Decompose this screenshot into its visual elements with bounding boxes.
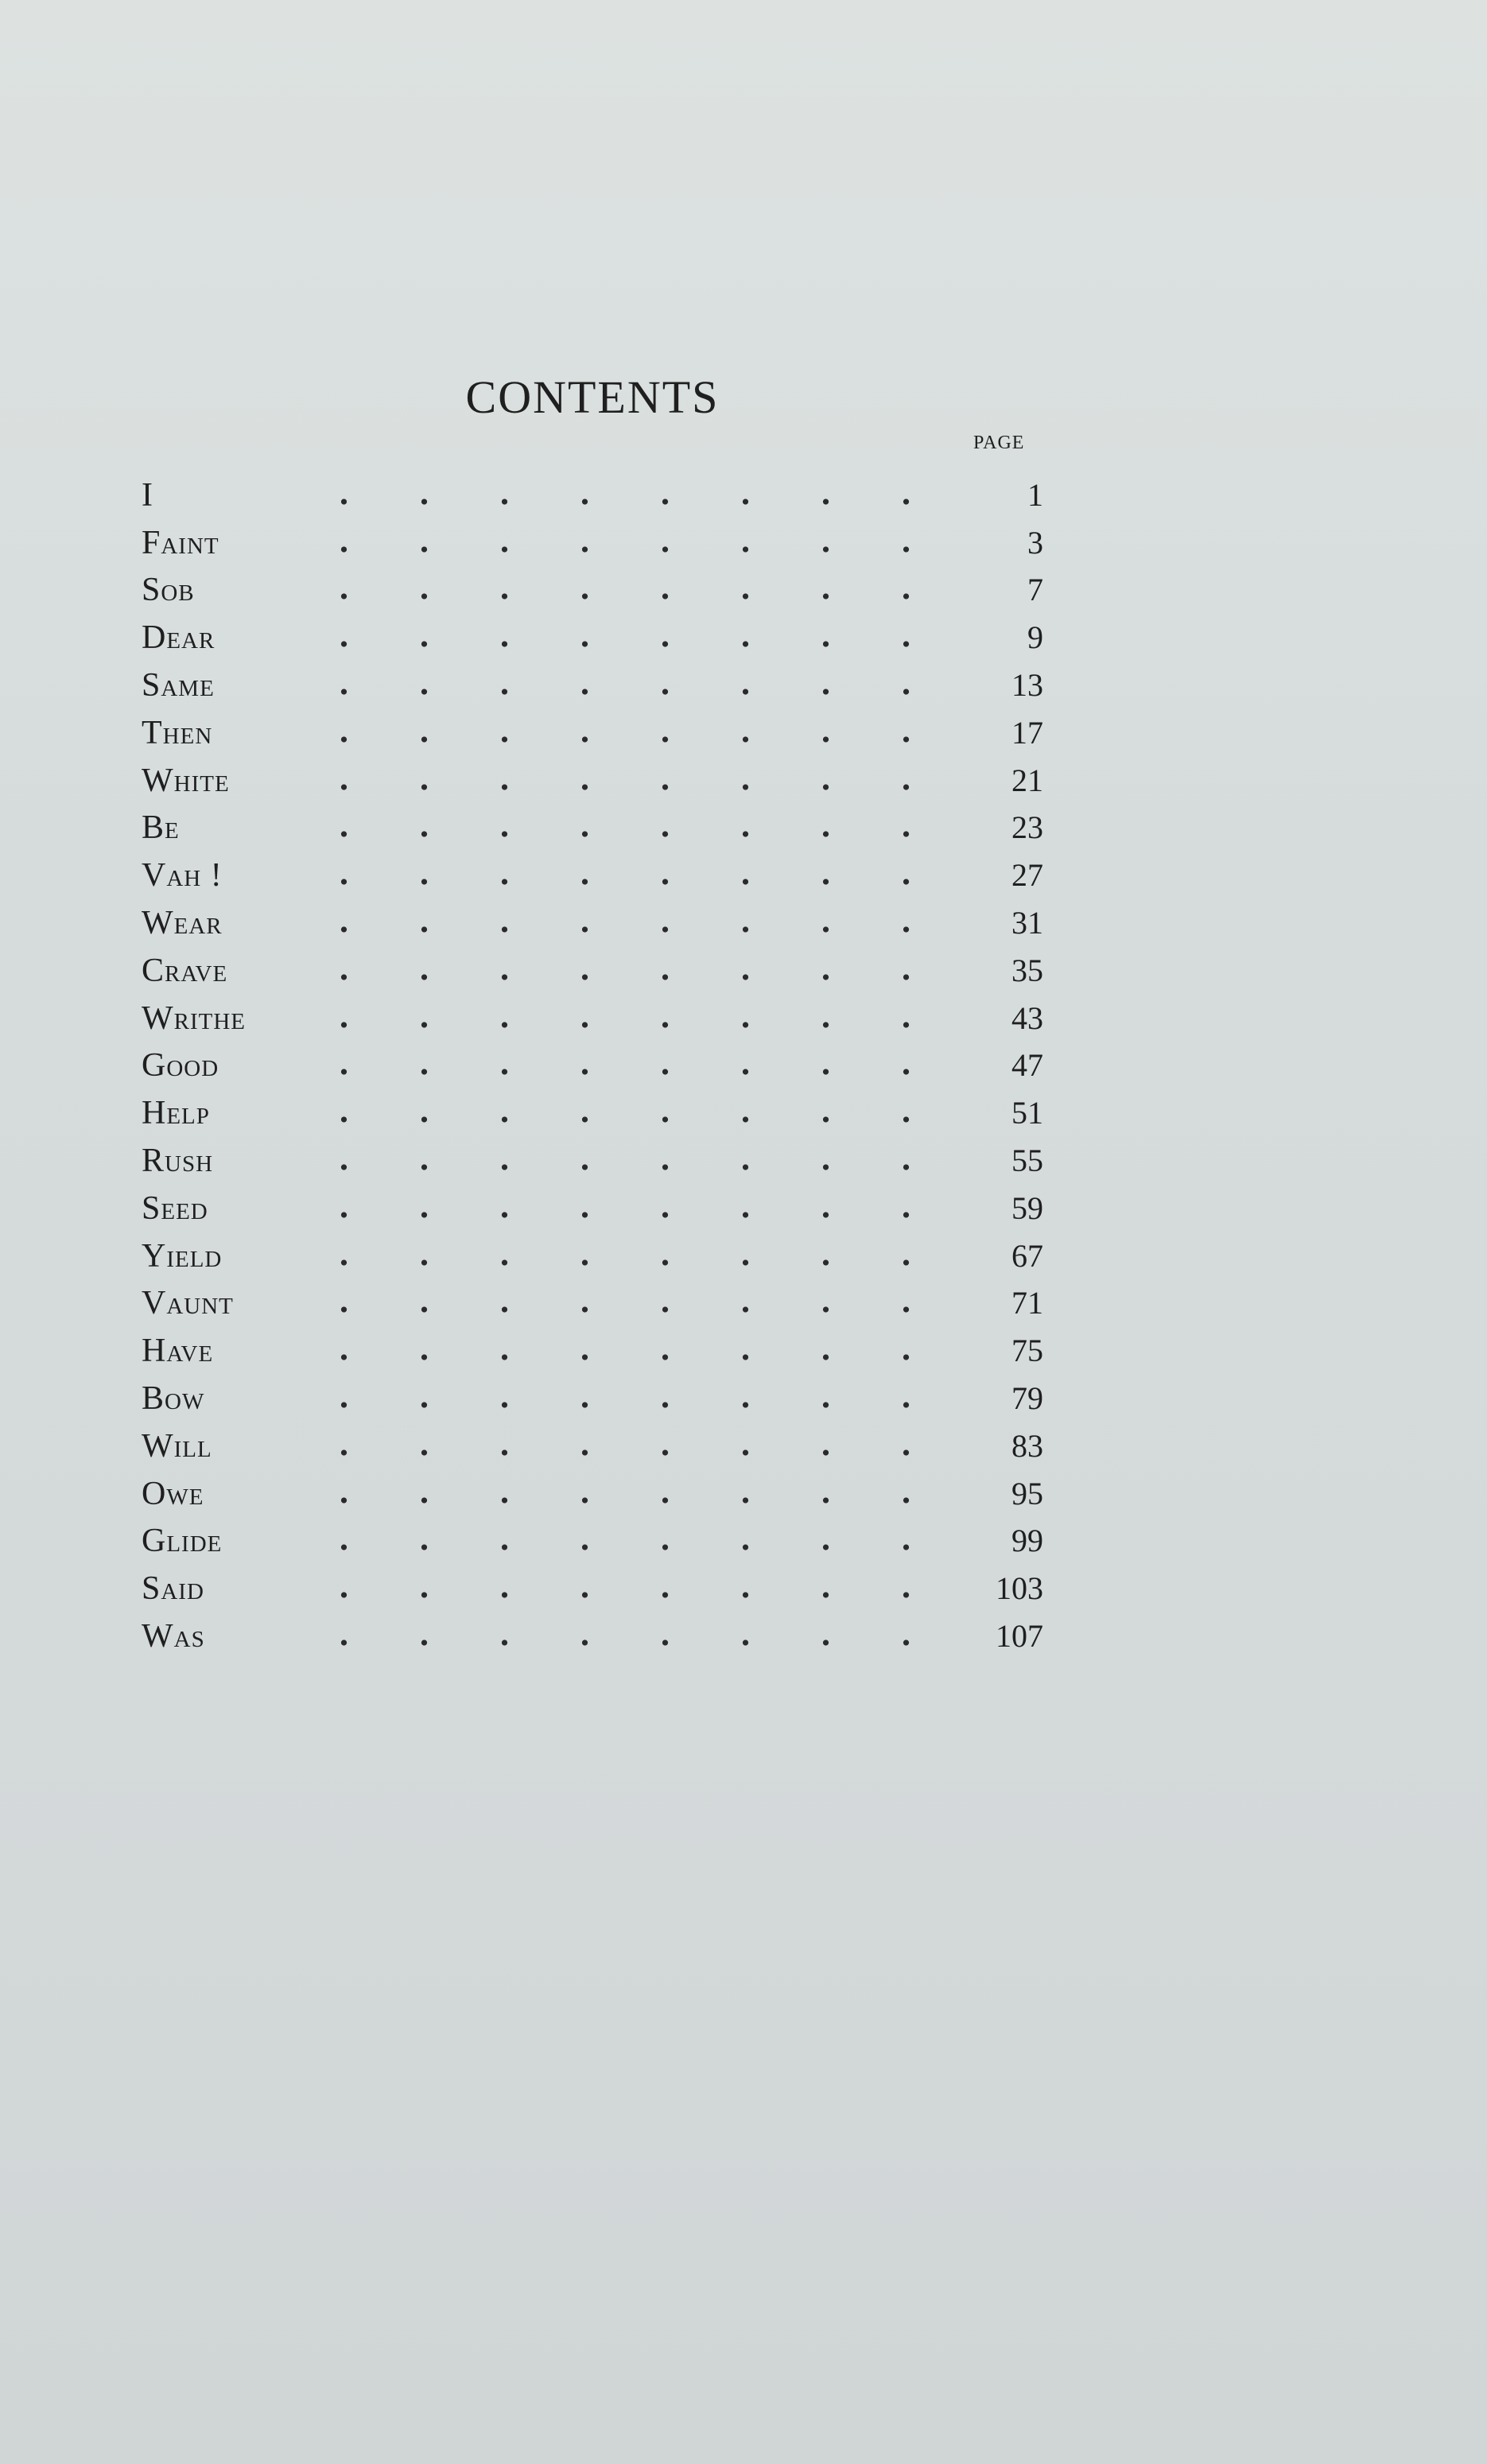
dot-leaders xyxy=(304,1069,951,1075)
toc-entry xyxy=(142,1232,1043,1280)
toc-entry-title: Writhe xyxy=(142,999,247,1037)
toc-entry xyxy=(142,1042,1043,1090)
toc-entry-title: Have xyxy=(142,1333,214,1370)
toc-entry-title: Dear xyxy=(142,619,215,657)
dot-leaders xyxy=(304,1164,951,1170)
toc-entry-title: Same xyxy=(142,667,215,704)
toc-entry xyxy=(142,1518,1043,1566)
dot-leaders xyxy=(304,1116,951,1123)
toc-entry-title: Bow xyxy=(142,1380,205,1418)
dot-leaders xyxy=(304,1306,951,1313)
toc-entry-page-number: 27 xyxy=(1011,857,1043,894)
dot-leaders xyxy=(304,689,951,695)
toc-entry-page-number: 83 xyxy=(1011,1427,1043,1464)
toc-entry-title: Sob xyxy=(142,572,195,609)
toc-entry-page-number: 21 xyxy=(1011,762,1043,798)
toc-entry xyxy=(142,805,1043,852)
toc-entry-title: Faint xyxy=(142,524,219,561)
dot-leaders xyxy=(304,1212,951,1218)
toc-entry-title: Said xyxy=(142,1570,204,1608)
dot-leaders xyxy=(304,499,951,505)
toc-entry xyxy=(142,1565,1043,1612)
table-of-contents xyxy=(142,471,1043,1660)
toc-entry-title: Was xyxy=(142,1618,205,1655)
toc-entry-title: Crave xyxy=(142,952,228,989)
toc-entry xyxy=(142,1612,1043,1660)
toc-entry xyxy=(142,1327,1043,1375)
toc-entry-title: Wear xyxy=(142,905,223,942)
dot-leaders xyxy=(304,736,951,743)
toc-entry-title: Good xyxy=(142,1047,219,1085)
dot-leaders xyxy=(304,1022,951,1028)
dot-leaders xyxy=(304,974,951,980)
toc-entry-page-number: 13 xyxy=(1011,667,1043,704)
toc-entry-page-number: 95 xyxy=(1011,1475,1043,1511)
toc-entry-title: Owe xyxy=(142,1475,204,1512)
toc-entry-page-number: 55 xyxy=(1011,1143,1043,1179)
toc-entry xyxy=(142,662,1043,709)
dot-leaders xyxy=(304,641,951,647)
toc-entry-page-number: 17 xyxy=(1011,714,1043,751)
dot-leaders xyxy=(304,1402,951,1408)
toc-entry xyxy=(142,519,1043,567)
toc-entry-title: Be xyxy=(142,809,180,847)
toc-entry xyxy=(142,471,1043,519)
page-column-label: PAGE xyxy=(973,433,1025,453)
toc-entry-page-number: 67 xyxy=(1011,1237,1043,1274)
dot-leaders xyxy=(304,926,951,933)
toc-entry xyxy=(142,1089,1043,1137)
toc-entry-page-number: 23 xyxy=(1011,809,1043,846)
toc-entry xyxy=(142,757,1043,805)
dot-leaders xyxy=(304,1544,951,1550)
toc-entry-title: Yield xyxy=(142,1237,223,1275)
toc-entry-page-number: 103 xyxy=(996,1570,1043,1607)
toc-entry xyxy=(142,899,1043,947)
toc-entry xyxy=(142,947,1043,995)
dot-leaders xyxy=(304,1449,951,1456)
toc-entry-page-number: 3 xyxy=(1027,524,1043,561)
toc-entry-title: Vaunt xyxy=(142,1285,234,1322)
toc-entry xyxy=(142,614,1043,662)
toc-entry xyxy=(142,1422,1043,1470)
dot-leaders xyxy=(304,593,951,600)
toc-entry xyxy=(142,1375,1043,1422)
toc-entry-page-number: 59 xyxy=(1011,1189,1043,1226)
toc-entry xyxy=(142,567,1043,615)
toc-entry-title: Help xyxy=(142,1095,210,1132)
toc-entry-title: Rush xyxy=(142,1143,214,1180)
toc-entry-page-number: 79 xyxy=(1011,1380,1043,1417)
toc-entry xyxy=(142,1185,1043,1232)
dot-leaders xyxy=(304,1639,951,1646)
dot-leaders xyxy=(304,1497,951,1504)
toc-entry-page-number: 7 xyxy=(1027,572,1043,608)
toc-entry xyxy=(142,852,1043,899)
toc-entry-page-number: 31 xyxy=(1011,905,1043,941)
toc-entry-page-number: 47 xyxy=(1011,1047,1043,1084)
toc-entry xyxy=(142,1470,1043,1518)
toc-entry-title: Will xyxy=(142,1427,212,1465)
toc-entry-title: Vah ! xyxy=(142,857,223,894)
toc-entry-page-number: 99 xyxy=(1011,1523,1043,1559)
toc-entry-title: Glide xyxy=(142,1523,223,1560)
toc-entry-page-number: 51 xyxy=(1011,1095,1043,1131)
contents-heading: CONTENTS xyxy=(465,371,720,423)
dot-leaders xyxy=(304,784,951,790)
dot-leaders xyxy=(304,879,951,885)
toc-entry xyxy=(142,995,1043,1042)
toc-entry-title: Then xyxy=(142,714,213,751)
toc-entry xyxy=(142,1137,1043,1185)
toc-entry-title: Seed xyxy=(142,1189,208,1227)
toc-entry-page-number: 9 xyxy=(1027,619,1043,656)
toc-entry-page-number: 1 xyxy=(1027,476,1043,513)
toc-entry-title: I xyxy=(142,476,153,514)
toc-entry-page-number: 75 xyxy=(1011,1333,1043,1369)
toc-entry-page-number: 43 xyxy=(1011,999,1043,1036)
dot-leaders xyxy=(304,546,951,553)
dot-leaders xyxy=(304,1592,951,1598)
toc-entry xyxy=(142,1280,1043,1328)
toc-entry xyxy=(142,709,1043,757)
toc-entry-page-number: 107 xyxy=(996,1618,1043,1655)
toc-entry-page-number: 71 xyxy=(1011,1285,1043,1321)
dot-leaders xyxy=(304,831,951,837)
toc-entry-title: White xyxy=(142,762,230,799)
dot-leaders xyxy=(304,1354,951,1360)
dot-leaders xyxy=(304,1259,951,1266)
toc-entry-page-number: 35 xyxy=(1011,952,1043,988)
